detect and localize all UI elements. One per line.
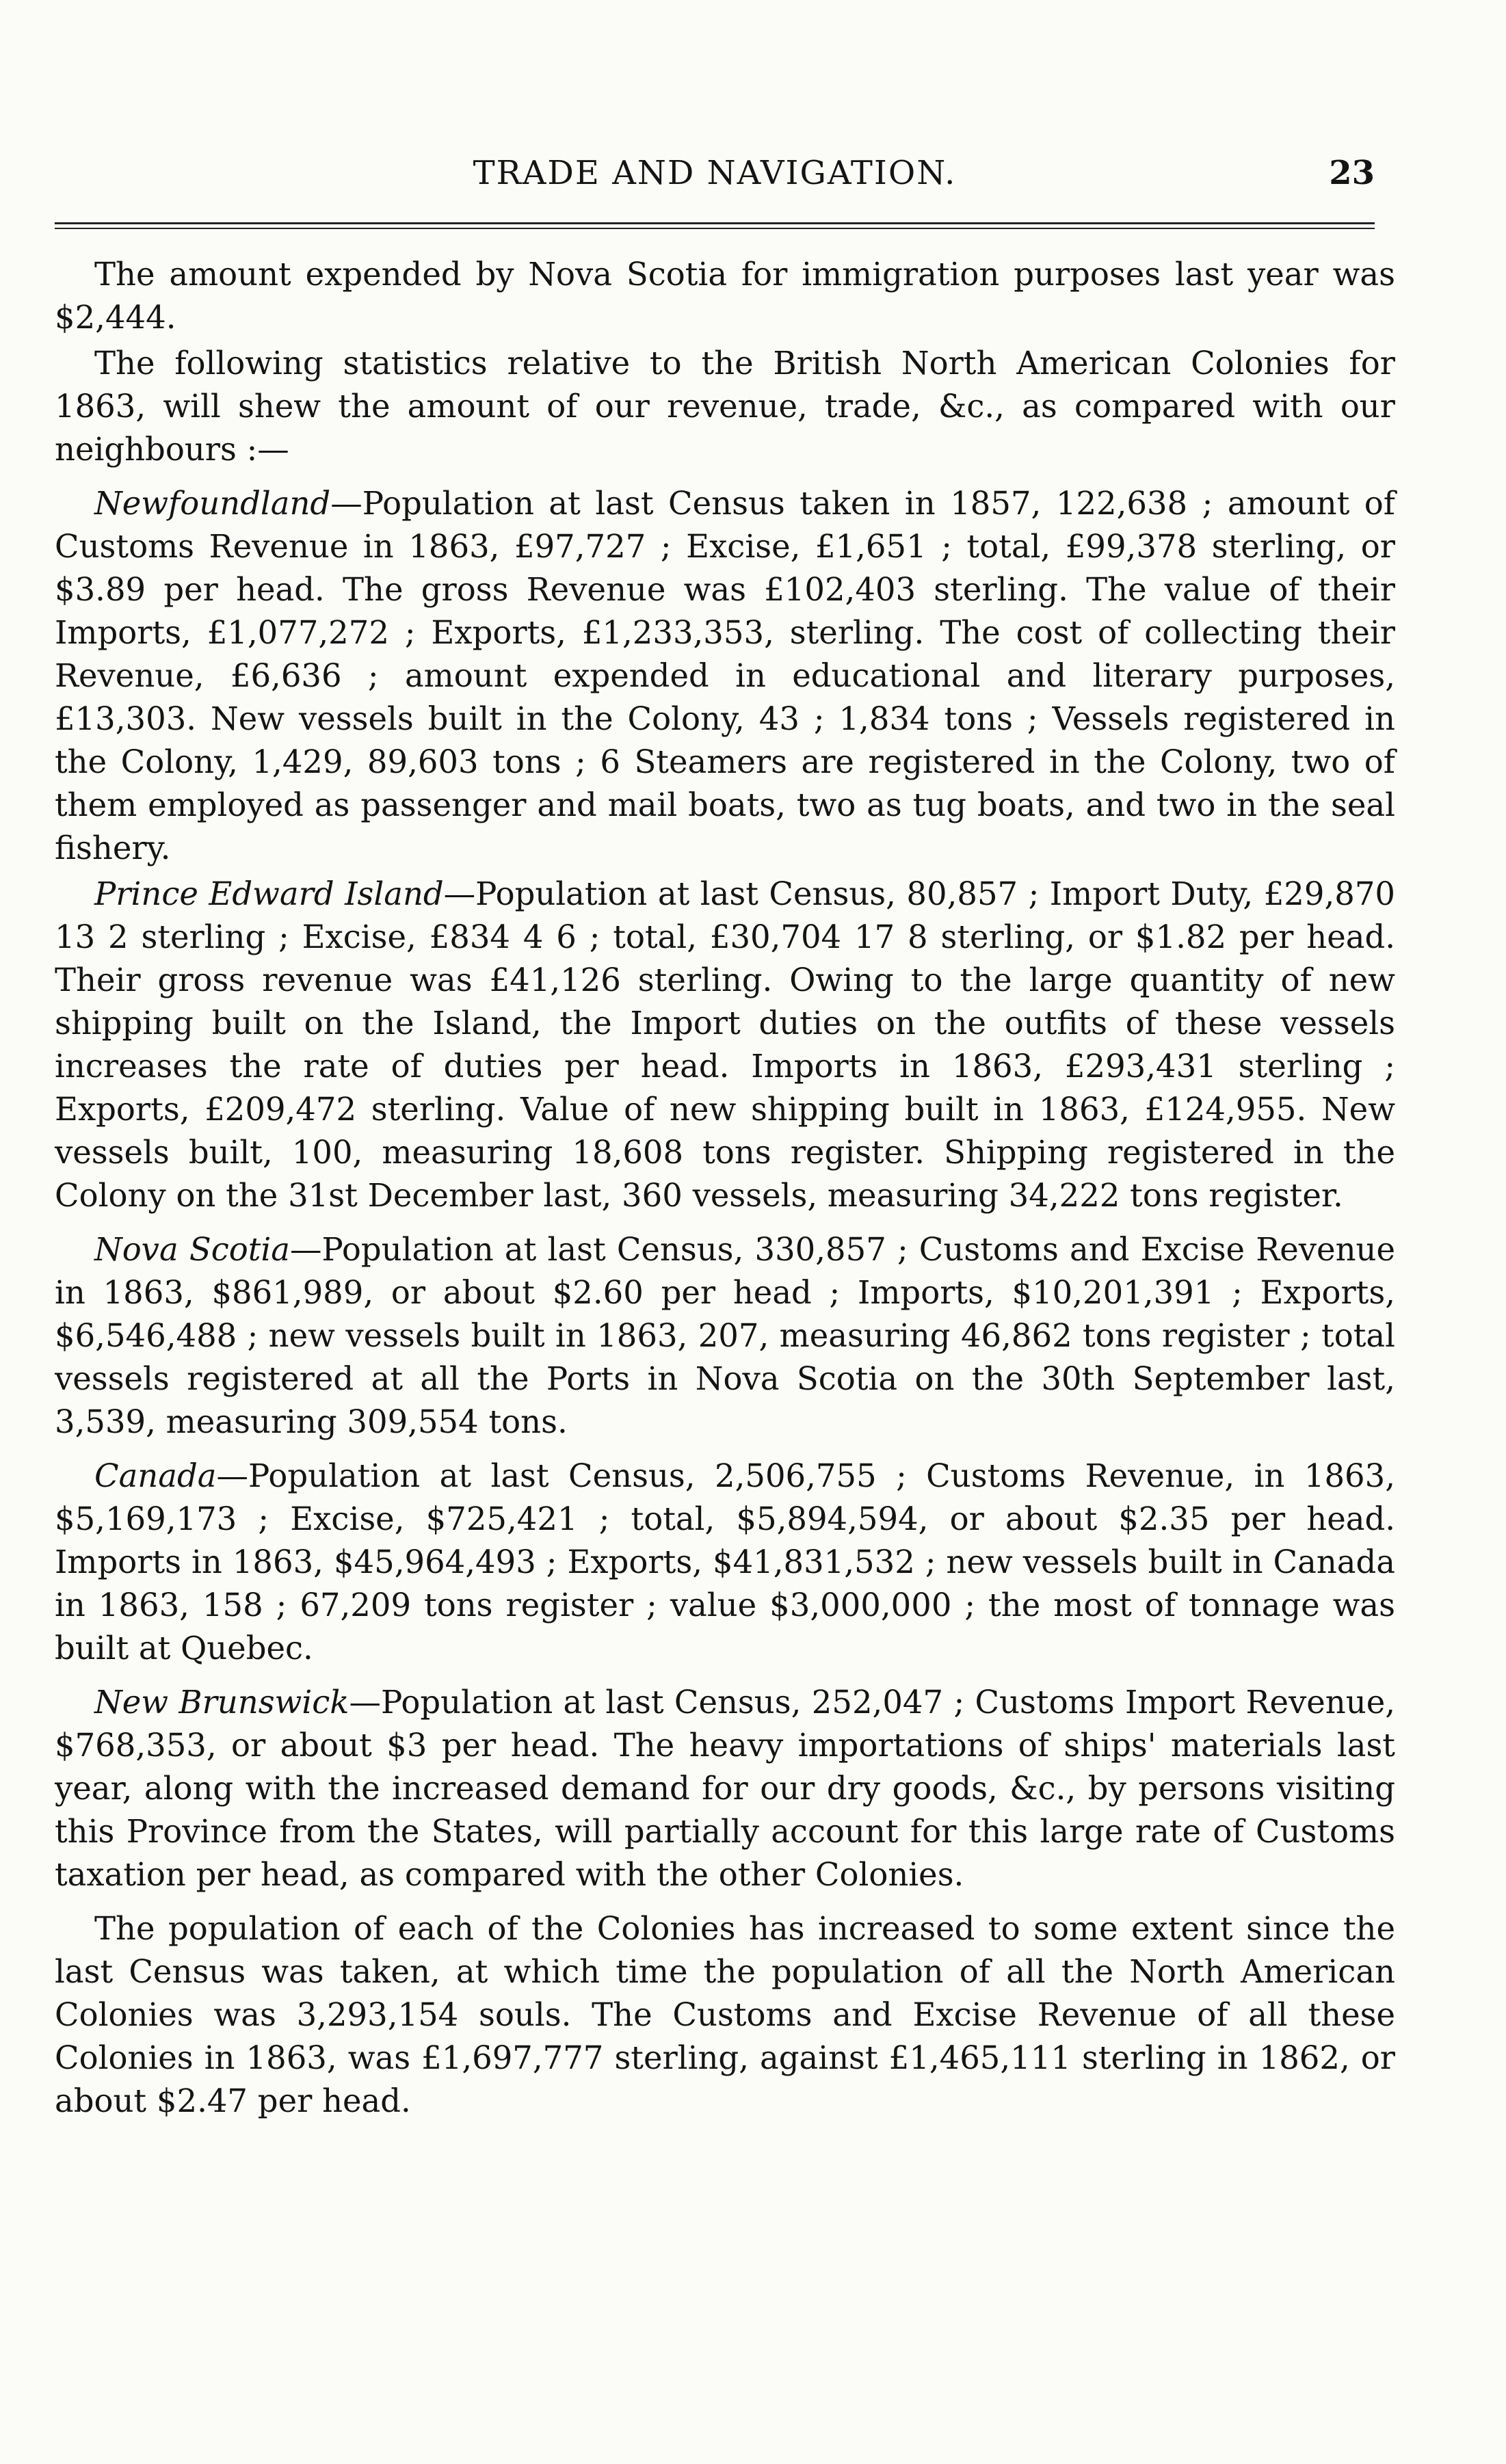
paragraph-text: —Population at last Census taken in 1857, 122,638 ; amount of Customs Revenue in 1863, £97,727 ; Excise, £1,651 ; total, £99,378 sterling, or $3.89 per head. The gross Revenue was £102,403 sterling. The value of their Imports, £1,077,272 ; Exports, £1,233,353, sterling. The cost of collecting their Revenue, £6,636 ; amount expended in educational and literary purposes, £13,303. New vessels built in the Colony, 43 ; 1,834 tons ; Vessels registered in the Colony, 1,429, 89,603 tons ; 6 Steamers are registered in the Colony, two of them employed as passenger and mail boats, two as tug boats, and two in the seal fishery.: [55, 485, 1395, 866]
colony-name: Newfoundland: [94, 485, 331, 522]
paragraph-immigration: [55, 253, 1395, 339]
paragraph-text: —Population at last Census, 2,506,755 ; Customs Revenue, in 1863, $5,169,173 ; Excise, $725,421 ; total, $5,894,594, or about $2.35 per head. Imports in 1863, $45,964,493 ; Exports, $41,831,532 ; new vessels built in Canada in 1863, 158 ; 67,209 tons register ; value $3,000,000 ; the most of tonnage was built at Quebec.: [55, 1457, 1395, 1667]
paragraph-new-brunswick: [55, 1681, 1395, 1896]
paragraph-prince-edward-island: [55, 873, 1395, 1217]
body-text: [55, 253, 1395, 2134]
page-header: [55, 154, 1375, 209]
colony-name: Nova Scotia: [94, 1231, 291, 1268]
colony-name: Prince Edward Island: [94, 875, 444, 912]
paragraph-text: —Population at last Census, 330,857 ; Customs and Excise Revenue in 1863, $861,989, or about $2.60 per head ; Imports, $10,201,391 ; Exports, $6,546,488 ; new vessels built in 1863, 207, measuring 46,862 tons register ; total vessels registered at all the Ports in Nova Scotia on the 30th September last, 3,539, measuring 309,554 tons.: [55, 1231, 1395, 1440]
paragraph-nova-scotia: [55, 1228, 1395, 1444]
paragraph-text: The amount expended by Nova Scotia for immigration purposes last year was $2,444.: [55, 256, 1395, 336]
paragraph-canada: [55, 1455, 1395, 1670]
paragraph-text: The following statistics relative to the British North American Colonies for 1863, will shew the amount of our revenue, trade, &c., as compared with our neighbours :—: [55, 345, 1395, 468]
page-number: 23: [1329, 154, 1375, 192]
paragraph-text: —Population at last Census, 252,047 ; Customs Import Revenue, $768,353, or about $3 per head. The heavy importations of ships' materials last year, along with the increased demand for our dry goods, &c., by persons visiting this Province from the States, will partially account for this large rate of Customs taxation per head, as compared with the other Colonies.: [55, 1684, 1395, 1893]
paragraph-text: —Population at last Census, 80,857 ; Import Duty, £29,870 13 2 sterling ; Excise, £834 4 6 ; total, £30,704 17 8 sterling, or $1.82 per head. Their gross revenue was £41,126 sterling. Owing to the large quantity of new shipping built on the Island, the Import duties on the outfits of these vessels increases the rate of duties per head. Imports in 1863, £293,431 sterling ; Exports, £209,472 sterling. Value of new shipping built in 1863, £124,955. New vessels built, 100, measuring 18,608 tons register. Shipping registered in the Colony on the 31st December last, 360 vessels, measuring 34,222 tons register.: [55, 875, 1395, 1214]
colony-name: New Brunswick: [94, 1684, 349, 1721]
colony-name: Canada: [94, 1457, 217, 1494]
paragraph-newfoundland: [55, 482, 1395, 870]
paragraph-text: The population of each of the Colonies has increased to some extent since the last Census was taken, at which time the population of all the North American Colonies was 3,293,154 souls. The Customs and Excise Revenue of all these Colonies in 1863, was £1,697,777 sterling, against £1,465,111 sterling in 1862, or about $2.47 per head.: [55, 1910, 1395, 2119]
paragraph-intro: [55, 342, 1395, 471]
paragraph-summary: [55, 1907, 1395, 2123]
running-title: TRADE AND NAVIGATION.: [473, 154, 957, 192]
header-rule: [55, 222, 1375, 229]
